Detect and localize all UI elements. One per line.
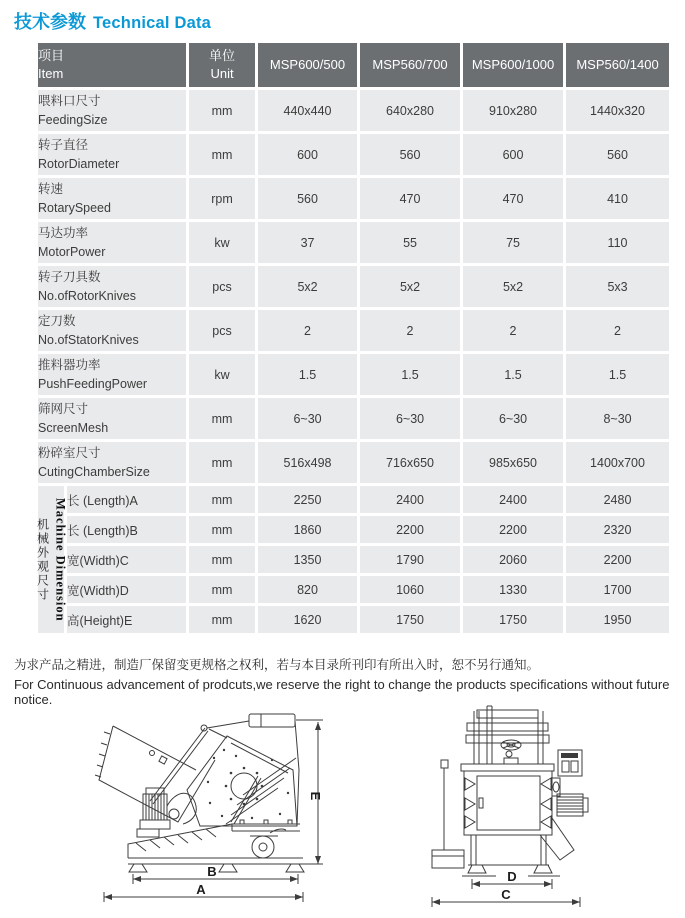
value-cell: 640x280 <box>360 90 460 131</box>
col-header-item <box>38 43 186 87</box>
col-header-item-en: Item <box>38 66 64 81</box>
dimension-row <box>38 576 669 603</box>
spec-label-cell <box>38 134 186 175</box>
col-header-model: MSP600/1000 <box>463 43 563 87</box>
value-cell: 560 <box>360 134 460 175</box>
value-cell: 1350 <box>258 546 357 573</box>
value-cell: 910x280 <box>463 90 563 131</box>
spec-row <box>38 222 669 263</box>
value-cell: 6~30 <box>463 398 563 439</box>
col-header-unit-en: Unit <box>210 66 234 81</box>
value-cell: 1.5 <box>566 354 669 395</box>
value-cell: 2200 <box>360 516 460 543</box>
dimension-label-c: C <box>501 887 511 902</box>
value-cell: 1400x700 <box>566 442 669 483</box>
value-cell: 600 <box>258 134 357 175</box>
spec-label-cell <box>38 178 186 219</box>
value-cell: 1.5 <box>463 354 563 395</box>
spec-label-cell <box>38 90 186 131</box>
spec-label-zh: 粉碎室尺寸 <box>38 446 101 461</box>
dimension-label-b: B <box>207 864 217 879</box>
value-cell: 410 <box>566 178 669 219</box>
unit-cell: rpm <box>189 178 255 219</box>
machine-dimension-label-zh: 机械外观尺寸 <box>35 517 50 602</box>
col-header-model: MSP560/700 <box>360 43 460 87</box>
spec-row <box>38 178 669 219</box>
dimension-row <box>38 516 669 543</box>
unit-cell: mm <box>189 546 255 573</box>
value-cell: 516x498 <box>258 442 357 483</box>
value-cell: 2250 <box>258 486 357 513</box>
col-header-unit <box>189 43 255 87</box>
value-cell: 1750 <box>463 606 563 633</box>
page-title-en: Technical Data <box>93 14 212 32</box>
value-cell: 985x650 <box>463 442 563 483</box>
value-cell: 2200 <box>566 546 669 573</box>
spec-label-cell <box>38 222 186 263</box>
spec-label-zh: 筛网尺寸 <box>38 402 89 417</box>
value-cell: 820 <box>258 576 357 603</box>
dimension-label-a: A <box>196 882 206 897</box>
col-header-item-zh: 项目 <box>38 48 65 64</box>
value-cell: 2200 <box>463 516 563 543</box>
unit-cell: kw <box>189 354 255 395</box>
value-cell: 1440x320 <box>566 90 669 131</box>
spec-row <box>38 310 669 351</box>
value-cell: 1.5 <box>258 354 357 395</box>
spec-label-en: RotorDiameter <box>38 156 120 171</box>
value-cell: 470 <box>360 178 460 219</box>
spec-label-en: FeedingSize <box>38 112 108 127</box>
value-cell: 6~30 <box>360 398 460 439</box>
unit-cell: mm <box>189 442 255 483</box>
dimension-label-d: D <box>507 869 517 884</box>
unit-cell: mm <box>189 516 255 543</box>
value-cell: 2400 <box>360 486 460 513</box>
spec-row <box>38 134 669 175</box>
value-cell: 1700 <box>566 576 669 603</box>
spec-label-cell <box>38 266 186 307</box>
dimension-label-e: E <box>308 791 323 801</box>
spec-label-en: CutingChamberSize <box>38 464 150 479</box>
dimension-row <box>38 546 669 573</box>
value-cell: 5x2 <box>463 266 563 307</box>
value-cell: 440x440 <box>258 90 357 131</box>
footer-note-zh: 为求产品之精进，制造厂保留变更规格之权利，若与本目录所刊印有所出入时，恕不另行通知。 <box>14 658 540 672</box>
unit-cell: mm <box>189 576 255 603</box>
table-header-row <box>38 43 669 87</box>
unit-cell: pcs <box>189 266 255 307</box>
spec-label-en: MotorPower <box>38 244 106 259</box>
spec-row <box>38 266 669 307</box>
spec-label-en: PushFeedingPower <box>38 376 148 391</box>
spec-row <box>38 398 669 439</box>
spec-label-en: RotarySpeed <box>38 200 111 215</box>
value-cell: 716x650 <box>360 442 460 483</box>
value-cell: 8~30 <box>566 398 669 439</box>
spec-label-zh: 推料器功率 <box>38 358 101 373</box>
value-cell: 1750 <box>360 606 460 633</box>
value-cell: 1790 <box>360 546 460 573</box>
value-cell: 1.5 <box>360 354 460 395</box>
value-cell: 2060 <box>463 546 563 573</box>
spec-row <box>38 90 669 131</box>
value-cell: 600 <box>463 134 563 175</box>
page-title <box>14 8 211 34</box>
value-cell: 2320 <box>566 516 669 543</box>
value-cell: 1860 <box>258 516 357 543</box>
value-cell: 5x2 <box>360 266 460 307</box>
value-cell: 2 <box>566 310 669 351</box>
machine-dimension-label-wrap <box>35 486 68 633</box>
unit-cell: mm <box>189 90 255 131</box>
spec-label-zh: 转子直径 <box>38 138 89 153</box>
technical-drawings <box>0 698 685 918</box>
side-view-drawing <box>95 714 323 902</box>
value-cell: 1620 <box>258 606 357 633</box>
dimension-label-cell: 长 (Length)A <box>67 486 186 513</box>
unit-cell: mm <box>189 486 255 513</box>
value-cell: 560 <box>258 178 357 219</box>
col-header-model: MSP600/500 <box>258 43 357 87</box>
value-cell: 1060 <box>360 576 460 603</box>
machine-dimension-vertical-label <box>35 486 68 633</box>
value-cell: 2400 <box>463 486 563 513</box>
unit-cell: mm <box>189 606 255 633</box>
spec-row <box>38 442 669 483</box>
unit-cell: mm <box>189 398 255 439</box>
spec-label-zh: 转子刀具数 <box>38 270 101 285</box>
value-cell: 1950 <box>566 606 669 633</box>
value-cell: 560 <box>566 134 669 175</box>
unit-cell: mm <box>189 134 255 175</box>
dimension-label-cell: 高(Height)E <box>67 606 186 633</box>
dimension-row <box>38 486 669 513</box>
value-cell: 2 <box>258 310 357 351</box>
spec-label-cell <box>38 398 186 439</box>
value-cell: 5x2 <box>258 266 357 307</box>
front-view-drawing <box>432 706 588 907</box>
value-cell: 6~30 <box>258 398 357 439</box>
page-title-zh: 技术参数 <box>14 12 86 32</box>
unit-cell: pcs <box>189 310 255 351</box>
col-header-model: MSP560/1400 <box>566 43 669 87</box>
dimension-label-cell: 长 (Length)B <box>67 516 186 543</box>
value-cell: 2480 <box>566 486 669 513</box>
spec-label-zh: 定刀数 <box>38 314 76 329</box>
spec-label-zh: 转速 <box>38 182 64 197</box>
value-cell: 37 <box>258 222 357 263</box>
value-cell: 1330 <box>463 576 563 603</box>
value-cell: 55 <box>360 222 460 263</box>
value-cell: 110 <box>566 222 669 263</box>
spec-label-en: No.ofRotorKnives <box>38 288 136 303</box>
col-header-unit-zh: 单位 <box>209 48 236 64</box>
dimension-row <box>38 606 669 633</box>
dimension-label-cell: 宽(Width)C <box>67 546 186 573</box>
spec-table <box>35 40 672 636</box>
value-cell: 2 <box>360 310 460 351</box>
spec-label-zh: 喂料口尺寸 <box>38 94 101 109</box>
unit-cell: kw <box>189 222 255 263</box>
spec-row <box>38 354 669 395</box>
value-cell: 2 <box>463 310 563 351</box>
dimension-label-cell: 宽(Width)D <box>67 576 186 603</box>
spec-label-en: No.ofStatorKnives <box>38 332 139 347</box>
machine-dimension-label-en: Machine Dimension <box>53 497 68 622</box>
value-cell: 75 <box>463 222 563 263</box>
spec-label-cell <box>38 310 186 351</box>
spec-label-zh: 马达功率 <box>38 226 89 241</box>
spec-label-cell <box>38 442 186 483</box>
value-cell: 5x3 <box>566 266 669 307</box>
value-cell: 470 <box>463 178 563 219</box>
spec-label-en: ScreenMesh <box>38 420 109 435</box>
footer-note-en: For Continuous advancement of prodcuts,we reserve the right to change the products specifications without future notice. <box>14 677 670 707</box>
spec-label-cell <box>38 354 186 395</box>
